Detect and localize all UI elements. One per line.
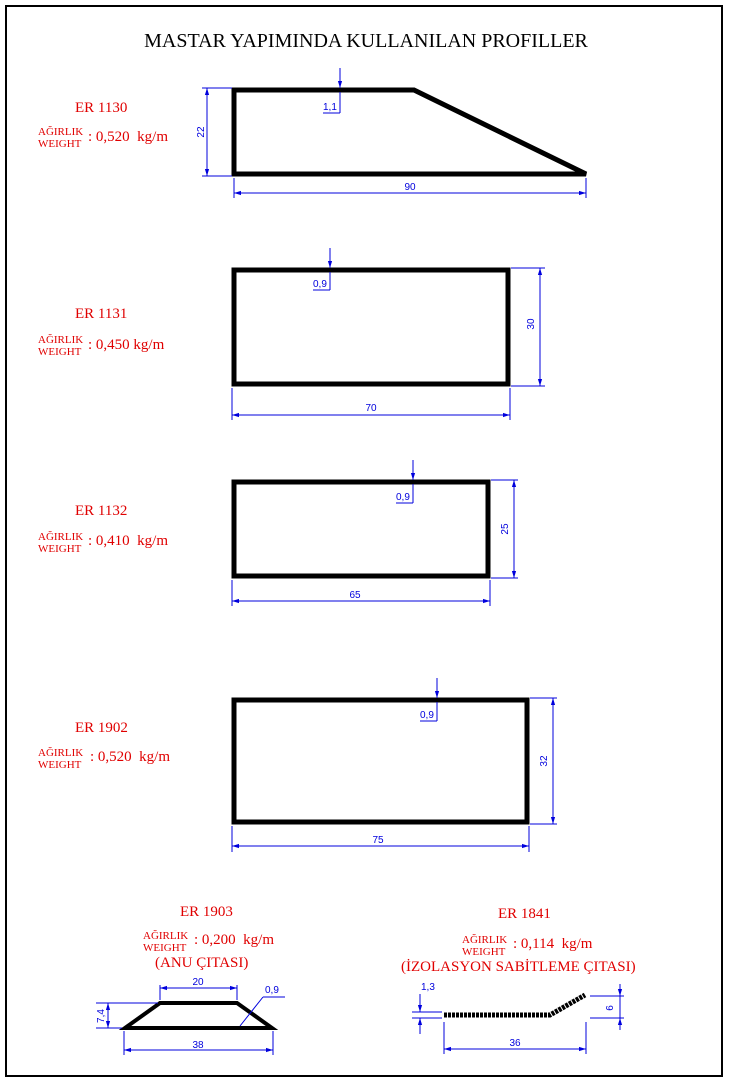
weight-value-er1903: : 0,200 kg/m	[194, 932, 275, 948]
profile-er1841	[412, 982, 624, 1054]
dimension-height: 7,4	[96, 1009, 107, 1023]
dimension-lines	[96, 985, 285, 1055]
profile-er1130	[196, 68, 586, 198]
dimension-thickness: 0,9	[265, 985, 279, 996]
profile-outline	[234, 270, 508, 384]
profile-subtitle-er1841: (İZOLASYON SABİTLEME ÇITASI)	[401, 959, 636, 975]
dimension-top: 20	[192, 977, 204, 988]
page-title: MASTAR YAPIMINDA KULLANILAN PROFILLER	[144, 30, 588, 52]
dimension-thickness: 0,9	[420, 710, 434, 721]
dimension-width: 65	[349, 590, 361, 601]
weight-value-er1132: : 0,410 kg/m	[88, 533, 169, 549]
dimension-thickness: 0,9	[396, 492, 410, 503]
dimension-lines	[232, 678, 557, 852]
dimension-height: 30	[526, 318, 537, 330]
dimension-height: 6	[605, 1005, 616, 1011]
weight-value-er1902: : 0,520 kg/m	[90, 749, 171, 765]
profile-er1902	[232, 678, 557, 852]
dimension-height: 22	[196, 126, 207, 138]
profile-outline	[234, 700, 527, 822]
weight-value-er1130: : 0,520 kg/m	[88, 129, 169, 145]
weight-label: AĞIRLIK WEIGHT	[38, 531, 84, 555]
dimension-lines	[232, 248, 545, 420]
weight-label: AĞIRLIK WEIGHT	[38, 747, 84, 771]
profile-code-er1132: ER 1132	[75, 503, 128, 519]
dimension-width: 70	[365, 403, 377, 414]
profile-outline	[125, 1003, 272, 1028]
profile-subtitle-er1903: (ANU ÇITASI)	[155, 955, 249, 971]
profile-er1132	[232, 460, 518, 606]
weight-label: AĞIRLIK WEIGHT	[143, 930, 189, 954]
weight-label: AĞIRLIK WEIGHT	[38, 126, 84, 150]
weight-value-er1131: : 0,450 kg/m	[88, 337, 165, 353]
profile-code-er1841: ER 1841	[498, 906, 551, 922]
dimension-width: 90	[404, 182, 416, 193]
profile-outline	[234, 90, 586, 174]
weight-label: AĞIRLIK WEIGHT	[38, 334, 84, 358]
dimension-width: 75	[372, 835, 384, 846]
profile-code-er1903: ER 1903	[180, 904, 233, 920]
dimension-width: 36	[509, 1038, 521, 1049]
profile-code-er1130: ER 1130	[75, 100, 128, 116]
profile-code-er1902: ER 1902	[75, 720, 128, 736]
dimension-height: 32	[539, 755, 550, 767]
profile-er1131	[232, 248, 545, 420]
dimension-thickness: 1,3	[421, 982, 435, 993]
weight-value-er1841: : 0,114 kg/m	[513, 936, 593, 952]
dimension-height: 25	[500, 523, 511, 535]
dimension-width: 38	[192, 1040, 204, 1051]
dimension-thickness: 0,9	[313, 279, 327, 290]
dimension-thickness: 1,1	[323, 102, 337, 113]
profile-outline	[444, 995, 585, 1015]
profile-code-er1131: ER 1131	[75, 306, 128, 322]
weight-label: AĞIRLIK WEIGHT	[462, 934, 508, 958]
profile-outline	[234, 482, 488, 576]
profile-er1903	[96, 977, 285, 1055]
